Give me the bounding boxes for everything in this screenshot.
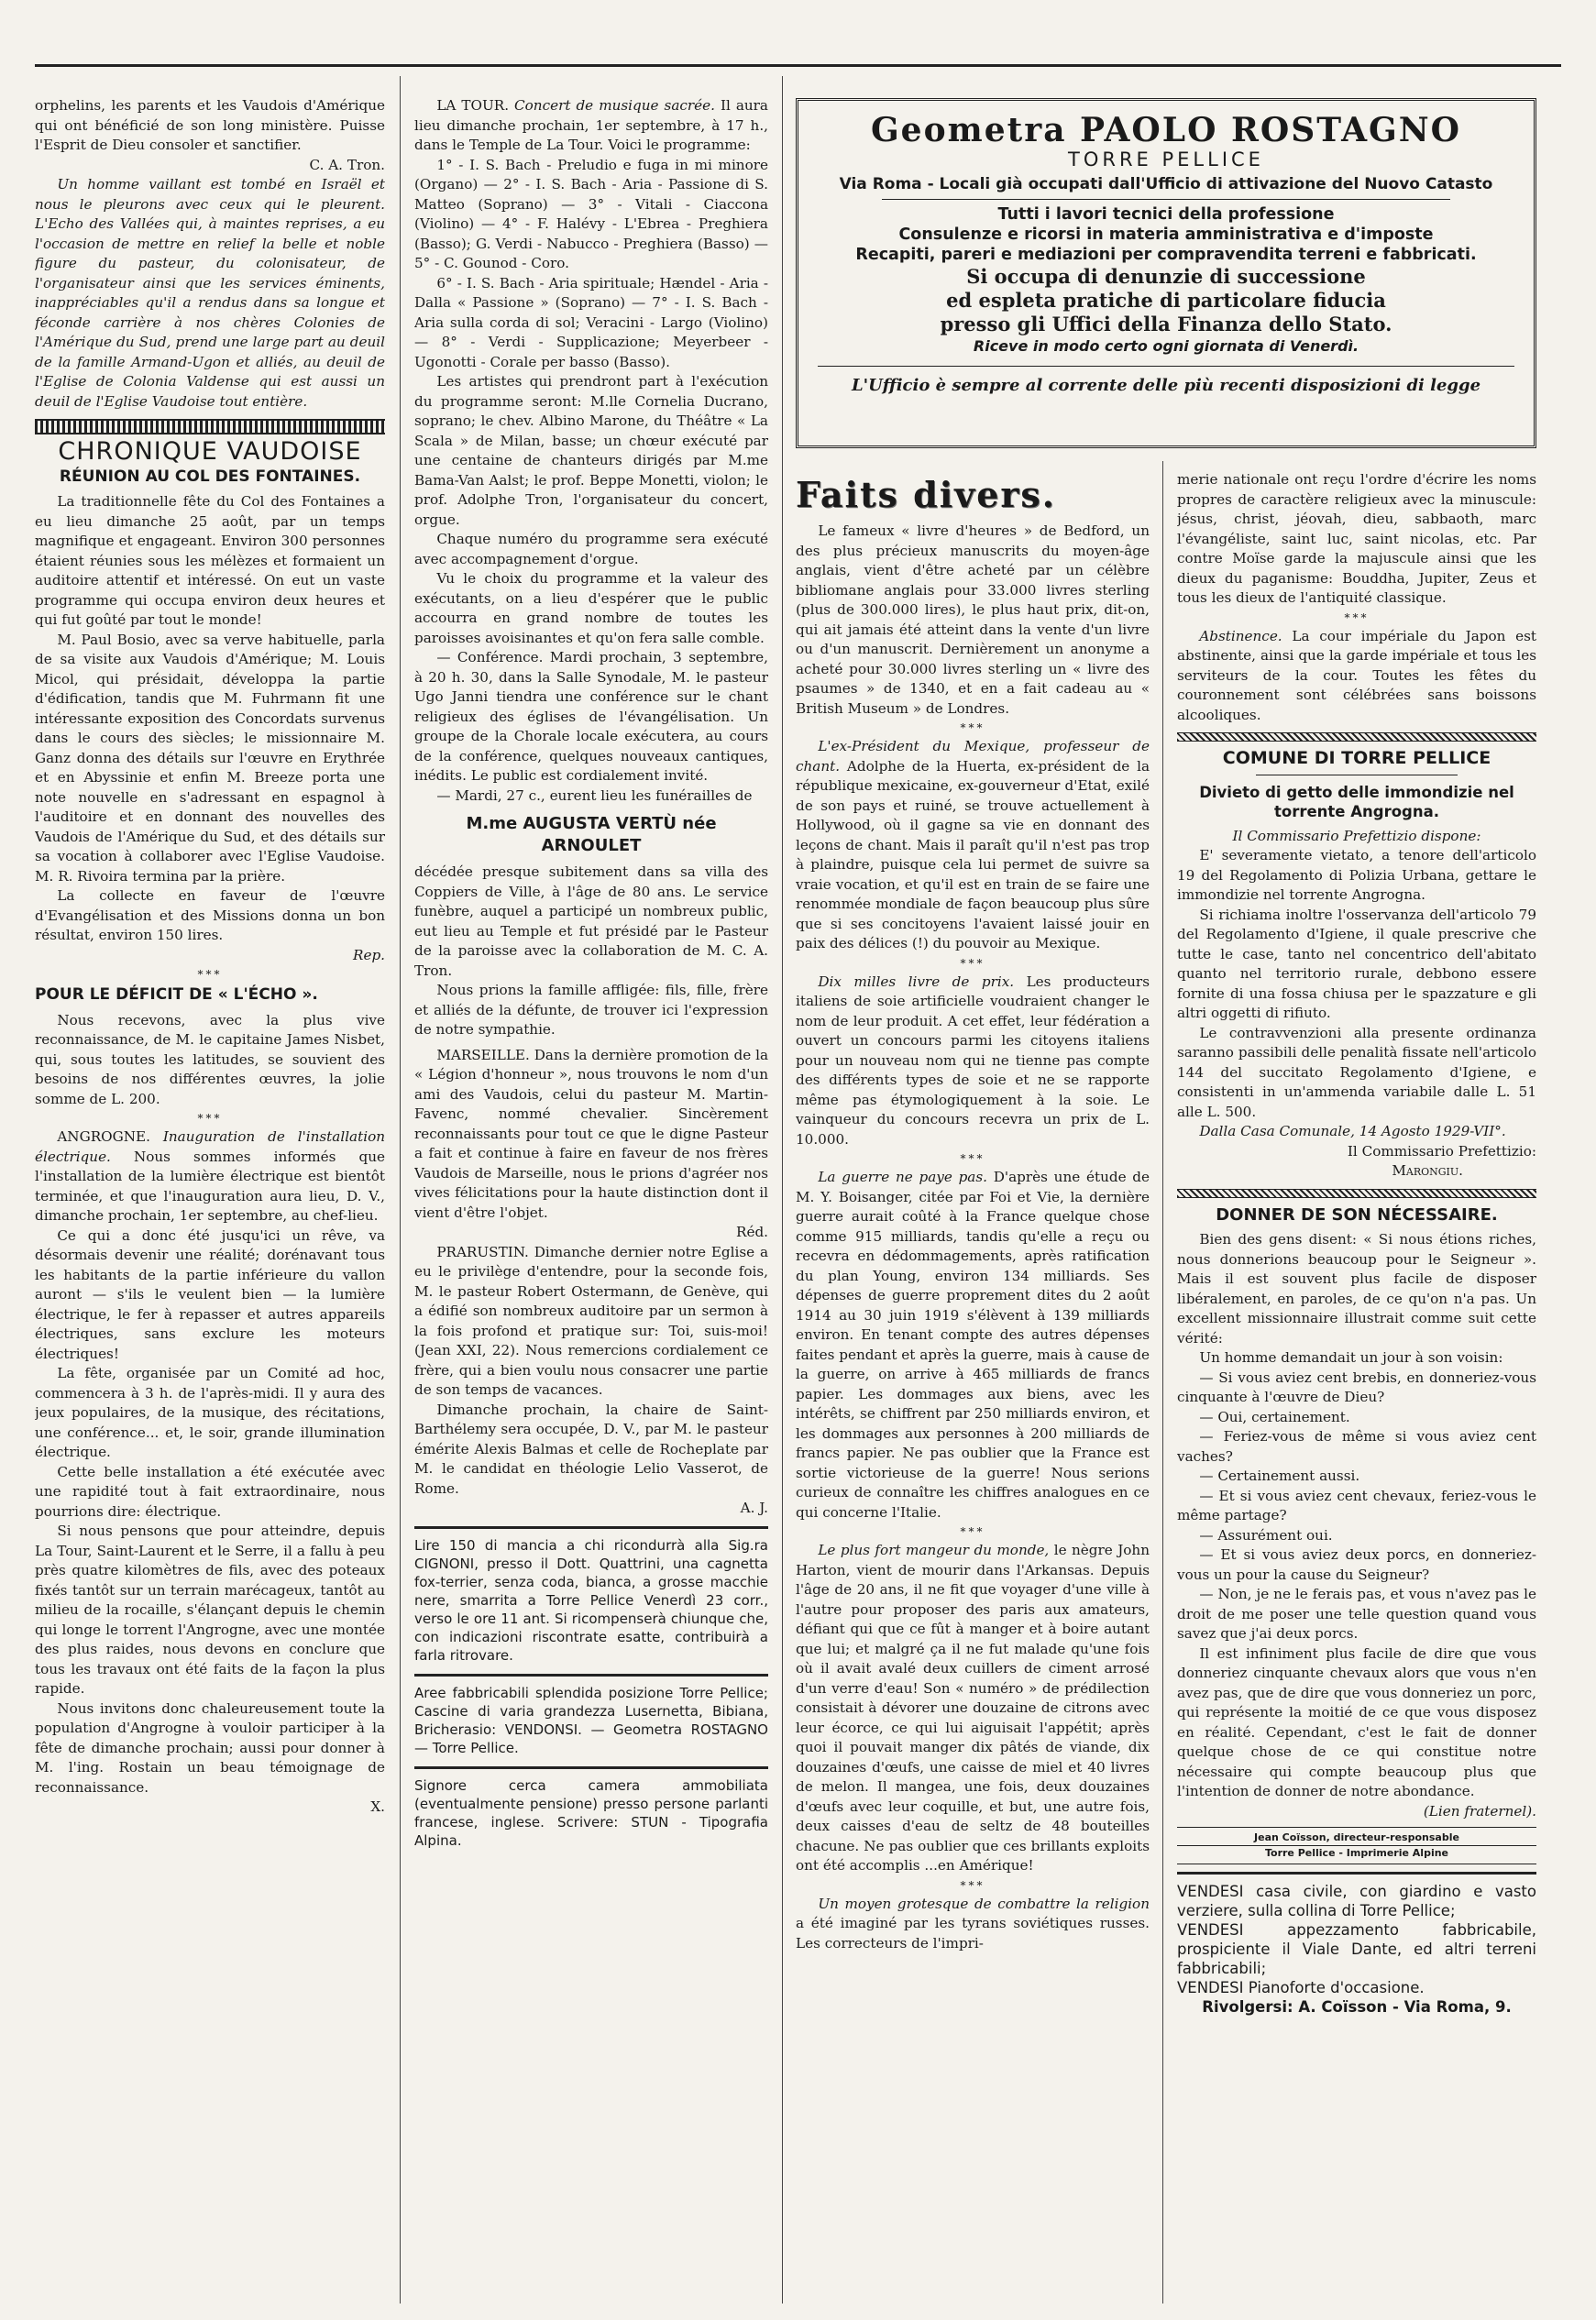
column-1: [35, 96, 385, 2296]
separator-stars: ***: [197, 1112, 223, 1125]
column-rule: [1162, 461, 1163, 2304]
ad-service: Recapiti, pareri e mediazioni per compravendita terreni e fabbricati.: [855, 246, 1477, 264]
decorative-separator: [1177, 1189, 1536, 1198]
article-paragraph: Chaque numéro du programme sera exécuté avec accompagnement d'orgue.: [414, 531, 768, 567]
article-paragraph: La collecte en faveur de l'œuvre d'Evangélisation et des Missions donna un bon résultat, environ 150 lires.: [35, 887, 385, 943]
article-paragraph: La traditionnelle fête du Col des Fontaines a eu lieu dimanche 25 août, par un temps magnifique et engageant. Environ 300 personnes étaient réunies sous les mélèzes et formaient un auditoire attentif et intéressé. On eut un vaste programme qui occupa environ deux heures et qui fut goûté par tout le monde!: [35, 493, 385, 628]
article-paragraph: a été imaginé par les tyrans soviétiques russes. Les correcteurs de l'impri-: [796, 1915, 1150, 1952]
decorative-separator: [35, 419, 385, 434]
article-paragraph: Nous prions la famille affligée: fils, fille, frère et alliés de la défunte, de trouver ici l'expression de notre sympathie.: [414, 982, 768, 1038]
dialogue-line: — Assurément oui.: [1199, 1526, 1333, 1544]
vendesi-ad: [1177, 1872, 1536, 2017]
article-subtitle: Inauguration de l'installation électrique.: [35, 1128, 385, 1165]
signature: A. J.: [740, 1500, 768, 1516]
column-2: [414, 96, 768, 2296]
article-paragraph: Dans la dernière promotion de la « Légion d'honneur », nous trouvons le nom d'un ami des Vaudois, celui du pasteur M. Martin-Favenc, nommé chevalier. Sincèrement reconnaissants pour tout ce que le digne Pasteur a fait et continue à faire en faveur de nos frères Vaudois de Marseille, nous le prions d'agréer nos vives félicitations pour la haute distinction dont il vient d'être l'objet.: [414, 1046, 768, 1221]
article-paragraph: Bien des gens disent: « Si nous étions riches, nous donnerions beaucoup pour le Seigneur ». Mais il est souvent plus facile de disposer libéralement, en paroles, de ce qu'on n'a pas. Un excellent missionnaire illustrait comme suit cette vérité:: [1177, 1231, 1536, 1347]
article-heading: RÉUNION AU COL DES FONTAINES.: [59, 467, 361, 486]
signature: (Lien fraternel).: [1423, 1802, 1536, 1820]
article-paragraph: Nous invitons donc chaleureusement toute la population d'Angrogne à vouloir participer à la fête de dimanche prochain; aussi pour donner à M. l'ing. Rostain un beau témoignage de reconnaissance.: [35, 1699, 385, 1796]
ad-text: Signore cerca camera ammobiliata (eventualmente pensione) presso persone parlanti francese, inglese. Scrivere: STUN - Tipografia Alpina.: [414, 1776, 768, 1849]
separator-stars: ***: [1344, 610, 1370, 624]
ad-line: VENDESI appezzamento fabbricabile, prospiciente il Viale Dante, ed altri terreni fabbricabili;: [1177, 1921, 1536, 1977]
programme-list: 6° - I. S. Bach - Aria spirituale; Hændel - Aria - Dalla « Passione » (Soprano) — 7° - I. S. Bach - Aria sulla corda di sol; Veracini - Largo (Violino) — 8° - Verdi - Supplicazione; Meyerbeer - Ugonotti - Corale per basso (Basso).: [414, 274, 768, 370]
decorative-separator: [1177, 732, 1536, 742]
ad-service: Tutti i lavori tecnici della professione: [997, 205, 1335, 224]
article-paragraph: merie nationale ont reçu l'ordre d'écrire les noms propres de caractère religieux avec la minuscule: jésus, christ, jéovah, dieu, sabbaoth, marc l'évangéliste, saint luc, saint nicolas, etc. Par contre Moïse garde la majuscule ainsi que les dieux du paganisme: Bouddha, Jupiter, Zeus et tous les dieux de l'antiquité classique.: [1177, 471, 1536, 606]
place-name: ANGROGNE.: [57, 1128, 150, 1145]
dialogue-line: — Si vous aviez cent brebis, en donneriez-vous cinquante à l'œuvre de Dieu?: [1177, 1369, 1536, 1405]
article-subtitle: Un moyen grotesque de combattre la religion: [818, 1895, 1150, 1912]
article-paragraph: Les artistes qui prendront part à l'exécution du programme seront: M.lle Cornelia Ducrano, soprano; le chev. Albino Marone, du Théâtre « La Scala » de Milan, basse; un chœur exécuté par une centaine de chanteurs dirigés par M.me Bama-Van Aalst; le prof. Beppe Monetti, violon; le prof. Adolphe Tron, l'organisateur du concert, orgue.: [414, 373, 768, 528]
article-paragraph: — Conférence. Mardi prochain, 3 septembre, à 20 h. 30, dans la Salle Synodale, M. le pasteur Ugo Janni tiendra une conférence sur le chant religieux des églises de l'évangélisation. Un groupe de la Chorale locale exécutera, au cours de la conférence, quelques nouveaux cantiques, inédits. Le public est cordialement invité.: [414, 649, 768, 784]
article-paragraph: Vu le choix du programme et la valeur des exécutants, on a lieu d'espérer que le public accourra en grand nombre de toutes les paroisses avoisinantes et qu'on fera salle comble.: [414, 570, 768, 646]
ad-title: Geometra PAOLO ROSTAGNO: [870, 111, 1462, 149]
ad-highlight: presso gli Uffici della Finanza dello Stato.: [940, 313, 1392, 335]
article-paragraph: Il aura lieu dimanche prochain, 1er septembre, à 17 h., dans le Temple de La Tour. Voici le programme:: [414, 97, 768, 153]
separator-stars: ***: [960, 1152, 985, 1165]
printer-line: Torre Pellice - Imprimerie Alpine: [1177, 1845, 1536, 1861]
place-name: PRARUSTIN.: [436, 1243, 529, 1260]
dialogue-line: — Certainement aussi.: [1199, 1468, 1360, 1484]
article-subtitle: La guerre ne paye pas.: [818, 1169, 987, 1185]
article-paragraph: D'après une étude de M. Y. Boisanger, citée par Foi et Vie, la dernière guerre aurait coûté à la France quelque chose comme 915 milliards, tandis qu'elle a reçu ou recevra en dédommagements, après ratification du plan Young, environ 134 milliards. Ses dépenses de guerre proprement dites du 2 août 1914 au 30 juin 1919 s'élèvent à 139 milliards environ. En tenant compte des autres dépenses faites pendant et après la guerre, mais à cause de la guerre, on arrive à 465 milliards de francs papier. Les dommages aux biens, avec les intérêts, se chiffrent par 250 milliards environ, et les dommages aux personnes à 200 milliards de francs papier. Ne pas oublier que la France est sortie victorieuse de la guerre! Nous serions curieux de connaître les chiffres analogues en ce qui concerne l'Italie.: [796, 1169, 1150, 1521]
article-paragraph: Si nous pensons que pour atteindre, depuis La Tour, Saint-Laurent et le Serre, il a fallu à peu près quatre kilomètres de fils, avec des poteaux fixés tantôt sur un terrain marécageux, tantôt au milieu de la rocaille, s'élançant depuis le chemin qui longe le torrent l'Angrogne, avec une montée des plus raides, nous devons en conclure que tous les travaux ont été faits de la façon la plus rapide.: [35, 1523, 385, 1697]
signature: C. A. Tron.: [309, 156, 385, 173]
article-paragraph: — Mardi, 27 c., eurent lieu les funérailles de: [436, 786, 753, 804]
imprint: [1177, 1827, 1536, 1864]
ad-line: VENDESI casa civile, con giardino e vasto verziere, sulla collina di Torre Pellice;: [1177, 1883, 1536, 1919]
column-3: [796, 470, 1150, 2299]
notice-subheading: Divieto di getto delle immondizie nel torrente Angrogna.: [1199, 783, 1514, 820]
notice-intro: Il Commissario Prefettizio dispone:: [1232, 827, 1481, 844]
article-paragraph: La cour impériale du Japon est abstinente, ainsi que la garde impériale et tous les serviteurs de la cour. Toutes les fêtes du couronnement sont célébrées sans boissons alcooliques.: [1177, 627, 1536, 723]
ad-highlight: Si occupa di denunzie di successione: [966, 265, 1366, 288]
section-title: CHRONIQUE VAUDOISE: [58, 437, 362, 466]
column-4: [1177, 470, 1536, 2299]
article-paragraph: M. Paul Bosio, avec sa verve habituelle, parla de sa visite aux Vaudois d'Amérique; M. Louis Micol, qui présidait, développa la partie d'édification, tandis que M. Fuhrmann fit une intéressante exposition des Concordats survenus dans le cours des siècles; le missionnaire M. Ganz donna des détails sur l'œuvre en Erythrée et en Abyssinie et enfin M. Breeze porta une note nouvelle en s'adressant en espagnol à l'auditoire et en donnant des nouvelles des Vaudois de l'Amérique du Sud, et des détails sur sa vocation à collaborer avec l'Eglise Vaudoise. M. R. Rivoira termina par la prière.: [35, 631, 385, 885]
article-paragraph: La fête, organisée par un Comité ad hoc, commencera à 3 h. de l'après-midi. Il y aura des jeux populaires, de la musique, des récitations, une conférence... et, le soir, grande illumination électrique.: [35, 1365, 385, 1460]
ad-text: Aree fabbricabili splendida posizione Torre Pellice; Cascine di varia grandezza Lusernetta, Bibiana, Bricherasio: VENDONSI. — Geometra ROSTAGNO — Torre Pellice.: [414, 1684, 768, 1756]
section-title: Faits divers.: [796, 474, 1057, 515]
obituary-tribute: Un homme vaillant est tombé en Israël et nous le pleurons avec ceux qui le pleurent. L'Echo des Vallées qui, à maintes reprises, a eu l'occasion de mettre en relief la belle et noble figure du pasteur, du colonisateur, de l'organisateur ainsi que les services éminents, inappréciables qu'il a rendus dans sa longue et féconde carrière à nos chères Colonies de l'Amérique du Sud, prend une large part au deuil de la famille Armand-Ugon et alliés, au deuil de l'Eglise de Colonia Valdense qui est aussi un deuil de l'Eglise Vaudoise tout entière.: [35, 176, 385, 410]
separator-stars: ***: [960, 1878, 985, 1892]
ad-highlight: ed espleta pratiche di particolare fiducia: [946, 289, 1386, 312]
column-rule: [782, 76, 783, 2304]
ad-contact: Rivolgersi: A. Coïsson - Via Roma, 9.: [1202, 1998, 1512, 2016]
article-paragraph: Les producteurs italiens de soie artificielle voudraient changer le nom de leur produit. A cet effet, leur fédération a ouvert un concours parmi les citoyens italiens pour un nouveau nom qui ne tienne pas compte des différents types de soie et ne se rapporte même pas étymologiquement à la soie. Le vainqueur du concours recevra un prix de L. 10.000.: [796, 973, 1150, 1148]
notice-signature: Marongiu.: [1392, 1162, 1463, 1179]
notice-paragraph: E' severamente vietato, a tenore dell'articolo 19 del Regolamento di Polizia Urbana, gettare le immondizie nel torrente Angrogna.: [1177, 847, 1536, 903]
article-paragraph: Nous sommes informés que l'installation de la lumière électrique est bientôt terminée, et que l'inauguration aura lieu, D. V., dimanche prochain, 1er septembre, au chef-lieu.: [35, 1148, 385, 1224]
classified-ad: [414, 1776, 768, 1850]
separator-stars: ***: [960, 1525, 985, 1538]
article-paragraph: Il est infiniment plus facile de dire que vous donneriez cinquante chevaux alors que vous n'en avez pas, que de dire que vous donneriez un porc, qui représente la moitié de ce que vous disposez en réalité. Cependant, c'est le fait de donner quelque chose de ce qui constitue notre nécessaire qui compte beaucoup plus que l'intention de donner de notre abondance.: [1177, 1644, 1536, 1799]
article-heading: DONNER DE SON NÉCESSAIRE.: [1216, 1204, 1498, 1225]
column-rule: [400, 76, 401, 2304]
article-paragraph: Dimanche dernier notre Eglise a eu le privilège d'entendre, pour la seconde fois, M. le pasteur Robert Ostermann, de Genève, qui a édifié son nombreux auditoire par un sermon à la fois profond et pratique sur: Toi, suis-moi! (Jean XXI, 22). Nous remercions cordialement ce frère, qui a bien voulu nous consacrer une partie de son temps de vacances.: [414, 1243, 768, 1398]
article-subtitle: Concert de musique sacrée.: [514, 97, 715, 114]
article-heading: POUR LE DÉFICIT DE « L'ÉCHO ».: [35, 985, 318, 1004]
article-paragraph: Adolphe de la Huerta, ex-président de la république mexicaine, ex-gouverneur d'Etat, exilé de son pays et ruiné, se trouve actuellement à Hollywood, où il gagne sa vie en donnant des leçons de chant. Mais il paraît qu'il n'est pas trop à plaindre, puisque cela lui permet de suivre sa vraie vocation, et qu'il est en train de se faire une renommée mondiale de façon beaucoup plus sûre que si ses concitoyens l'avaient laissé jouir en paix des délices (!) du pouvoir au Mexique.: [796, 757, 1150, 951]
article-subtitle: Dix milles livre de prix.: [818, 973, 1015, 990]
ad-line: VENDESI Pianoforte d'occasione.: [1177, 1979, 1425, 1996]
signature: Réd.: [736, 1224, 768, 1240]
article-paragraph: Cette belle installation a été exécutée avec une rapidité tout à fait extraordinaire, nous pourrions dire: électrique.: [35, 1463, 385, 1520]
article-subtitle: Le plus fort mangeur du monde,: [818, 1542, 1050, 1558]
notice-signatory: Il Commissario Prefettizio:: [1347, 1142, 1536, 1160]
ad-footer: L'Ufficio è sempre al corrente delle più recenti disposizioni di legge: [851, 376, 1481, 395]
article-subtitle: Abstinence.: [1199, 627, 1282, 644]
article-paragraph: Le fameux « livre d'heures » de Bedford, un des plus précieux manuscrits du moyen-âge anglais, vient d'être acheté par un célèbre bibliomane anglais pour 33.000 livres sterling (plus de 300.000 lires), le plus haut prix, dit-on, qui ait jamais été atteint dans la vente d'un livre ou d'un manuscrit. Dernièrement un anonyme a acheté pour 30.000 livres sterling un « livre des psaumes » de 1340, et en a fait cadeau au « British Museum » de Londres.: [796, 522, 1150, 717]
notice-heading: COMUNE DI TORRE PELLICE: [1222, 748, 1491, 768]
obituary-name: M.me AUGUSTA VERTÙ née ARNOULET: [466, 814, 717, 855]
notice-paragraph: Si richiama inoltre l'osservanza dell'articolo 79 del Regolamento d'Igiene, il quale prescrive che tutte le case, tanto nel concentrico dell'abitato quanto nel territorio rurale, debbono essere fornite di una fossa chiusa per le spazzature e gli altri oggetti di rifiuto.: [1177, 906, 1536, 1021]
ad-text: Lire 150 di mancia a chi ricondurrà alla Sig.ra CIGNONI, presso il Dott. Quattrini, una cagnetta fox-terrier, senza coda, bianca, a grosse macchie nere, smarrita a Torre Pellice Venerdì 23 corr., verso le ore 11 ant. Si ricompenserà chiunque che, con indicazioni riscontrate esatte, contribuirà a farla ritrovare.: [414, 1536, 768, 1664]
separator-stars: ***: [197, 968, 223, 981]
article-paragraph: Un homme demandait un jour à son voisin:: [1199, 1349, 1503, 1366]
signature: Rep.: [353, 946, 385, 963]
article-paragraph: le nègre John Harton, vient de mourir dans l'Arkansas. Depuis l'âge de 20 ans, il ne fit que voyager d'une ville à l'autre pour proposer des paris aux amateurs, défiant qui que ce fût à manger et à boire autant que lui; et malgré ça il ne fut malade qu'une fois où il avait avalé deux cuillers de ciment arrosé d'un verre d'eau! Son « numéro » de prédilection consistait à dévorer une douzaine de citrons avec leur écorce, ce qui lui aiguisait l'appétit; après quoi il pouvait manger dix pâtés de viande, dix douzaines d'œufs, une caisse de miel et 40 livres de melon. Il mangea, une fois, deux douzaines d'œufs avec leur coquille, et but, une autre fois, deux caisses d'eau de seltz de 48 bouteilles chacune. Ne pas oublier que ces brillants exploits ont été accomplis ...en Amérique!: [796, 1542, 1150, 1874]
newspaper-page: [35, 64, 1561, 2304]
ad-hours: Riceve in modo certo ogni giornata di Venerdì.: [973, 337, 1359, 355]
intro-paragraph: orphelins, les parents et les Vaudois d'Amérique qui ont bénéficié de son long ministère. Puisse l'Esprit de Dieu consoler et sanctifier.: [35, 97, 385, 153]
article-subtitle: L'ex-Président du Mexique, professeur de chant.: [796, 738, 1150, 775]
dialogue-line: — Oui, certainement.: [1199, 1408, 1350, 1425]
signature: X.: [370, 1798, 385, 1815]
classified-ad: [414, 1536, 768, 1665]
dialogue-line: — Et si vous aviez deux porcs, en donneriez-vous un pour la cause du Seigneur?: [1177, 1546, 1536, 1583]
dialogue-line: — Non, je ne le ferais pas, et vous n'avez pas le droit de me poser une telle question quand vous savez que j'ai deux porcs.: [1177, 1586, 1536, 1642]
place-name: MARSEILLE.: [436, 1046, 530, 1063]
classified-ad: [414, 1684, 768, 1757]
article-paragraph: Dimanche prochain, la chaire de Saint-Barthélemy sera occupée, D. V., par M. le pasteur émérite Alexis Balmas et celle de Rocheplate par M. le candidat en théologie Lelio Vasserot, de Rome.: [414, 1401, 768, 1497]
ad-service: Consulenze e ricorsi in materia amministrativa e d'imposte: [898, 225, 1434, 244]
notice-paragraph: Le contravvenzioni alla presente ordinanza saranno passibili delle penalità fissate nell'articolo 144 del succitato Regolamento d'Igiene, e consistenti in un'ammenda variabile dalle L. 51 alle L. 500.: [1177, 1024, 1536, 1120]
place-name: LA TOUR.: [436, 97, 510, 114]
editor-line: Jean Coïsson, directeur-responsable: [1254, 1831, 1459, 1843]
separator-stars: ***: [960, 721, 985, 734]
ad-address: Via Roma - Locali già occupati dall'Ufficio di attivazione del Nuovo Catasto: [839, 175, 1493, 193]
dialogue-line: — Feriez-vous de même si vous aviez cent vaches?: [1177, 1428, 1536, 1465]
separator-stars: ***: [960, 956, 985, 970]
ad-city: TORRE PELLICE: [1068, 148, 1264, 170]
dialogue-line: — Et si vous aviez cent chevaux, feriez-vous le même partage?: [1177, 1487, 1536, 1523]
article-paragraph: Ce qui a donc été jusqu'ici un rêve, va désormais devenir une réalité; dorénavant tous les habitants de la partie inférieure du vallon auront — s'ils le veulent bien — la lumière électrique, le fer à repasser et autres appareils électriques, sans exclure les moteurs électriques!: [35, 1226, 385, 1362]
programme-list: 1° - I. S. Bach - Preludio e fuga in mi minore (Organo) — 2° - I. S. Bach - Aria - Passione di S. Matteo (Soprano) — 3° - Vitali - Ciaccona (Violino) — 4° - F. Halévy - L'Ebrea - Preghiera (Basso); G. Verdi - Nabucco - Preghiera (Basso) — 5° - C. Gounod - Coro.: [414, 156, 768, 271]
article-paragraph: décédée presque subitement dans sa villa des Coppiers de Ville, à l'âge de 80 ans. Le service funèbre, auquel a participé un nombreux public, eut lieu au Temple et fut présidé par le Pasteur de la paroisse avec la collaboration de M. C. A. Tron.: [414, 863, 768, 979]
geometra-advertisement: [796, 98, 1536, 448]
notice-date: Dalla Casa Comunale, 14 Agosto 1929-VII°.: [1199, 1123, 1506, 1139]
article-paragraph: Nous recevons, avec la plus vive reconnaissance, de M. le capitaine James Nisbet, qui, sous toutes les latitudes, se souvient des besoins de nos différentes œuvres, la jolie somme de L. 200.: [35, 1011, 385, 1107]
